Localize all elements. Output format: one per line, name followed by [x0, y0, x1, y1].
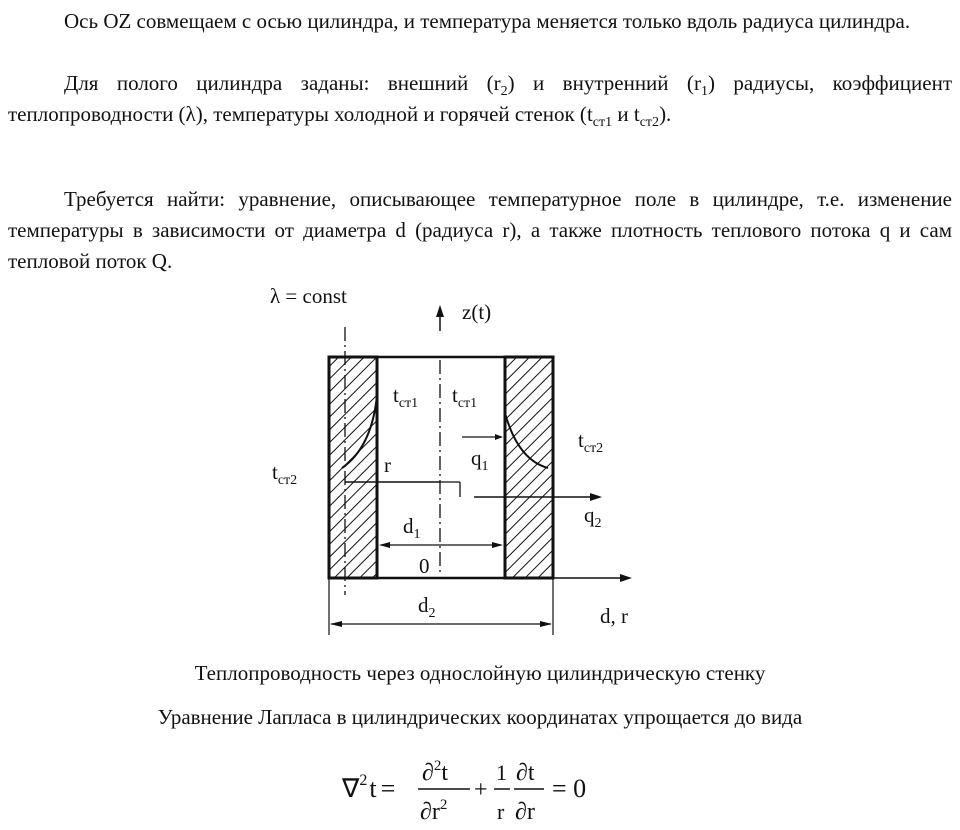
origin-label: 0	[419, 554, 430, 578]
lambda-const-label: λ = const	[270, 284, 347, 308]
z-axis-arrowhead	[436, 305, 444, 317]
d2-arrowhead-right	[540, 621, 552, 627]
paragraph-2	[8, 68, 952, 130]
p2-text-c: ) радиусы, коэффициент теплопроводности (λ), температуры холодной и горячей стенок (	[8, 71, 952, 126]
tst1-subscript: ст1	[592, 115, 613, 130]
one-numerator: 1	[496, 760, 507, 785]
tst2-label-right: $t_{ст2}$	[578, 428, 604, 456]
cylinder-wall-diagram	[0, 275, 960, 655]
tst2-label-left: $t_{ст2}$	[272, 460, 298, 488]
d-r-axis-arrowhead	[620, 574, 632, 582]
p2-text-d: и	[612, 102, 634, 126]
q2-arrowhead	[590, 493, 602, 501]
second-derivative-numerator: ∂$^2$t	[422, 758, 449, 786]
first-derivative-denominator: ∂r	[515, 799, 535, 825]
d1-arrowhead-right	[492, 542, 503, 548]
d1-label: $d_1$	[403, 514, 421, 542]
d2-arrowhead-left	[330, 621, 342, 627]
laplace-equation	[330, 752, 660, 828]
q2-label: $q_2$	[584, 503, 602, 531]
tst2-subscript: ст2	[639, 115, 660, 130]
tst1-symbol: t	[586, 102, 593, 126]
p2-text-b: ) и внутренний (	[507, 71, 694, 95]
left-wall	[329, 357, 377, 578]
p2-text-a: Для полого цилиндра заданы: внешний (	[64, 71, 494, 95]
d1-arrowhead-left	[379, 542, 390, 548]
q1-label: $q_1$	[471, 446, 489, 474]
tst2-symbol: t	[633, 102, 640, 126]
plus-sign: +	[474, 777, 488, 803]
equation-intro: Уравнение Лапласа в цилиндрических координатах упрощается до вида	[157, 705, 803, 729]
radius-label: r	[384, 453, 391, 477]
tst1-label-left: $t_{ст1}$	[393, 383, 419, 411]
d2-label: $d_2$	[418, 593, 436, 621]
r2-symbol: r	[493, 71, 501, 95]
r1-symbol: r	[693, 71, 701, 95]
r2-subscript: 2	[500, 84, 508, 99]
tst1-label-center: $t_{ст1}$	[452, 383, 478, 411]
r1-subscript: 1	[700, 84, 708, 99]
paragraph-1-text: Ось OZ совмещаем с осью цилиндра, и температура меняется только вдоль радиуса цилиндра.	[64, 9, 911, 33]
svg-text:∇2t=: ∇$^2$t =	[342, 772, 396, 803]
d-r-axis-label: d, r	[600, 604, 628, 628]
nabla-symbol: ∇	[342, 774, 360, 803]
p2-text-e: ).	[659, 102, 672, 126]
first-derivative-numerator: ∂t	[516, 760, 535, 786]
z-axis-label: z(t)	[462, 300, 492, 324]
figure-caption: Теплопроводность через однослойную цилиндрическую стенку	[194, 661, 766, 685]
r-denominator: r	[497, 799, 505, 824]
equals-zero: = 0	[552, 774, 587, 803]
paragraph-3-text: Требуется найти: уравнение, описывающее температурное поле в цилиндре, т.е. изменение температуры в зависимости от диаметра d (радиуса r), а также плотность теплового потока q и сам тепловой поток Q.	[8, 187, 952, 273]
paragraph-3	[8, 184, 952, 277]
paragraph-1	[8, 6, 952, 37]
second-derivative-denominator: $\partial r^2$	[420, 797, 448, 825]
q1-arrowhead	[495, 434, 503, 440]
